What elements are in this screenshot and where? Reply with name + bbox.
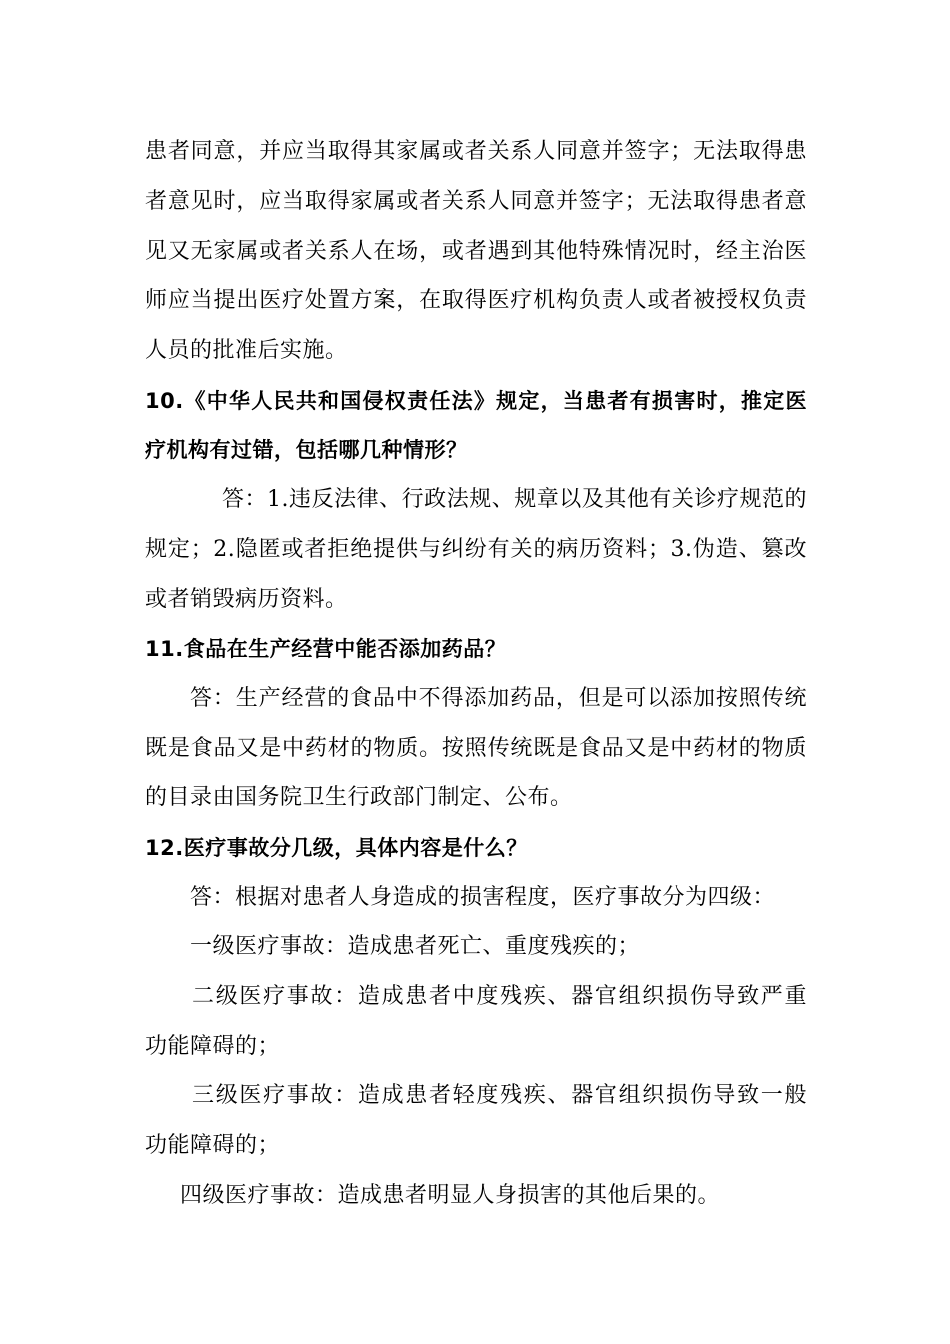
answer-line: 功能障碍的；	[145, 1034, 281, 1059]
answer-line: 或者销毁病历资料。	[145, 587, 348, 612]
answer-line: 答：1.违反法律、行政法规、规章以及其他有关诊疗规范的	[222, 487, 807, 512]
text-line: 见又无家属或者关系人在场，或者遇到其他特殊情况时，经主治医	[145, 239, 807, 264]
answer-line: 功能障碍的；	[145, 1133, 281, 1158]
answer-line: 一级医疗事故：造成患者死亡、重度残疾的；	[190, 934, 641, 959]
text-line: 者意见时，应当取得家属或者关系人同意并签字；无法取得患者意	[145, 189, 807, 214]
text-line: 患者同意，并应当取得其家属或者关系人同意并签字；无法取得患	[145, 139, 807, 164]
answer-line: 的目录由国务院卫生行政部门制定、公布。	[145, 785, 573, 810]
answer-line: 答：根据对患者人身造成的损害程度，医疗事故分为四级：	[190, 885, 776, 910]
answer-line: 答：生产经营的食品中不得添加药品，但是可以添加按照传统	[190, 686, 807, 711]
question-heading: 12.医疗事故分几级，具体内容是什么？	[145, 836, 528, 860]
text-line: 人员的批准后实施。	[145, 338, 348, 363]
answer-line: 既是食品又是中药材的物质。按照传统既是食品又是中药材的物质	[145, 736, 807, 761]
answer-line: 规定；2.隐匿或者拒绝提供与纠纷有关的病历资料；3.伪造、篡改	[145, 537, 807, 562]
text-line: 师应当提出医疗处置方案，在取得医疗机构负责人或者被授权负责	[145, 288, 807, 313]
answer-line: 二级医疗事故：造成患者中度残疾、器官组织损伤导致严重	[192, 984, 807, 1009]
answer-line: 三级医疗事故：造成患者轻度残疾、器官组织损伤导致一般	[192, 1083, 807, 1108]
answer-line: 四级医疗事故：造成患者明显人身损害的其他后果的。	[180, 1183, 721, 1208]
question-heading: 10.《中华人民共和国侵权责任法》规定，当患者有损害时，推定医	[145, 389, 807, 413]
question-heading: 疗机构有过错，包括哪几种情形？	[145, 438, 468, 462]
question-heading: 11.食品在生产经营中能否添加药品？	[145, 637, 507, 661]
